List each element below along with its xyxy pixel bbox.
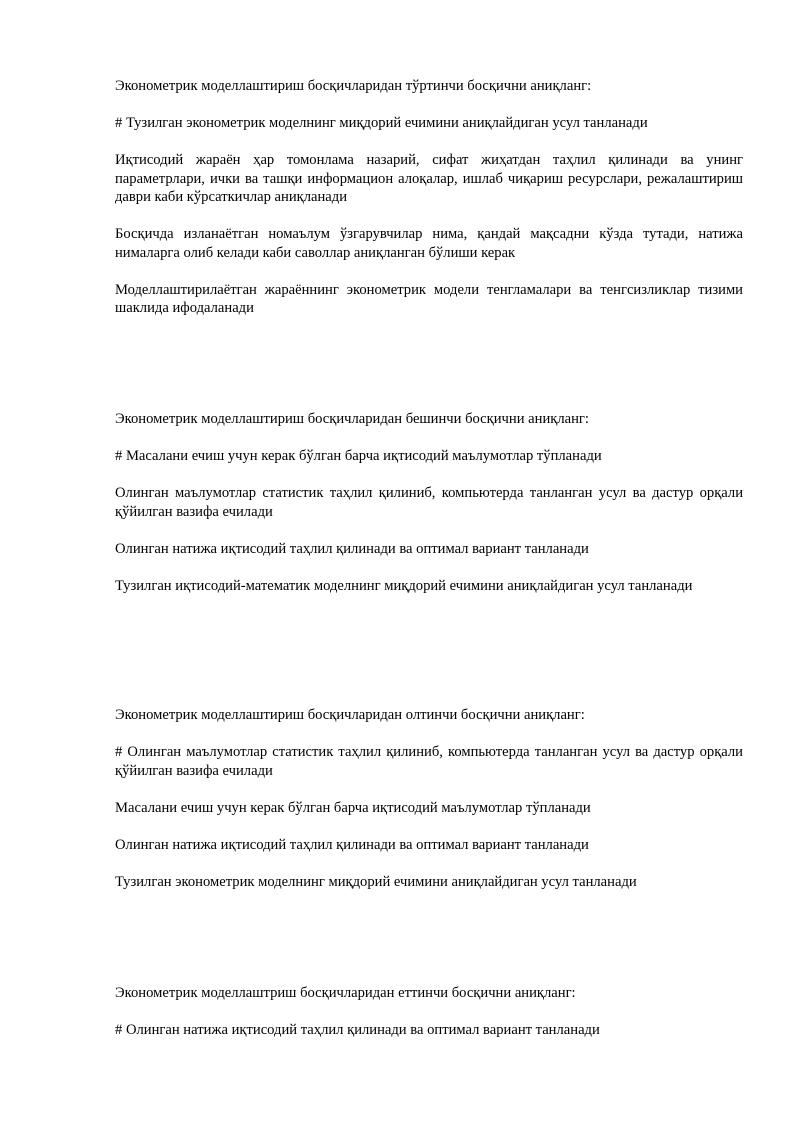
- question-block-5: [115, 410, 743, 595]
- question-prompt: Эконометрик моделлаштириш босқичларидан олтинчи босқични аниқланг:: [115, 707, 585, 723]
- question-prompt: Эконометрик моделлаштриш босқичларидан еттинчи босқични аниқланг:: [115, 985, 576, 1001]
- answer-option: Масалани ечиш учун керак бўлган барча иқтисодий маълумотлар тўпланади: [115, 799, 591, 816]
- question-block-6: [115, 706, 743, 891]
- question-prompt: Эконометрик моделлаштириш босқичларидан тўртинчи босқични аниқланг:: [115, 78, 592, 94]
- question-prompt: Эконометрик моделлаштириш босқичларидан бешинчи босқични аниқланг:: [115, 411, 589, 427]
- question-block-7: [115, 984, 743, 1040]
- answer-option: Олинган натижа иқтисодий таҳлил қилинади ва оптимал вариант танланади: [115, 540, 589, 557]
- answer-option: Моделлаштирилаётган жараённинг эконометрик модели тенгламалари ва тенгсизликлар тизими шаклида ифодаланади: [115, 281, 743, 316]
- answer-option: Тузилган иқтисодий-математик моделнинг миқдорий ечимини аниқлайдиган усул танланади: [115, 577, 693, 594]
- answer-option: Босқичда изланаётган номаълум ўзгарувчилар нима, қандай мақсадни кўзда тутади, натижа нималарга олиб келади каби саволлар аниқланган бўлиши керак: [115, 226, 743, 261]
- answer-option: Олинган маълумотлар статистик таҳлил қилиниб, компьютерда танланган усул ва дастур орқали қўйилган вазифа ечилади: [115, 485, 743, 520]
- question-block-4: [115, 77, 743, 318]
- correct-answer: # Олинган натижа иқтисодий таҳлил қилинади ва оптимал вариант танланади: [115, 1022, 600, 1038]
- answer-option: Иқтисодий жараён ҳар томонлама назарий, сифат жиҳатдан таҳлил қилинади ва унинг параметрлари, ички ва ташқи информацион алоқалар, ишлаб чиқариш ресурслари, режалаштириш даври каби кўрсаткичлар аниқланади: [115, 152, 743, 205]
- correct-answer: # Масалани ечиш учун керак бўлган барча иқтисодий маълумотлар тўпланади: [115, 448, 602, 464]
- answer-option: Тузилган эконометрик моделнинг миқдорий ечимини аниқлайдиган усул танланади: [115, 873, 637, 890]
- correct-answer: # Олинган маълумотлар статистик таҳлил қилиниб, компьютерда танланган усул ва дастур орқали қўйилган вазифа ечилади: [115, 744, 743, 779]
- answer-option: Олинган натижа иқтисодий таҳлил қилинади ва оптимал вариант танланади: [115, 836, 589, 853]
- correct-answer: # Тузилган эконометрик моделнинг миқдорий ечимини аниқлайдиган усул танланади: [115, 115, 648, 131]
